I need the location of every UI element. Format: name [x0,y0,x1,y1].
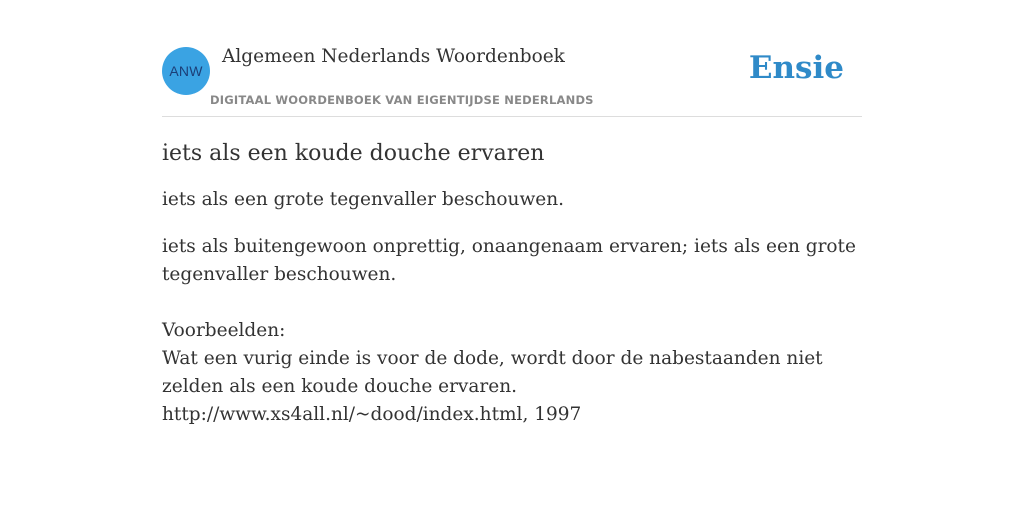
example-text: Wat een vurig einde is voor de dode, wordt door de nabestaanden niet zelden als een koude douche ervaren. [162,348,823,397]
source-subtitle: DIGITAAL WOORDENBOEK VAN EIGENTIJDSE NEDERLANDS [210,93,594,107]
definition-long: iets als buitengewoon onprettig, onaangenaam ervaren; iets als een grote tegenvaller beschouwen. [162,236,856,285]
examples-block [162,317,862,429]
examples-label: Voorbeelden: [162,320,286,341]
headword: iets als een koude douche ervaren [162,141,545,166]
header [162,0,862,117]
definition-short: iets als een grote tegenvaller beschouwen. [162,189,565,210]
source-title[interactable]: Algemeen Nederlands Woordenboek [222,46,565,67]
ensie-brand-logo[interactable]: Ensie [748,50,844,86]
entry-content [162,136,862,429]
example-source: http://www.xs4all.nl/~dood/index.html, 1997 [162,404,582,425]
anw-logo[interactable] [162,47,210,95]
logo-text: ANW [169,63,203,79]
